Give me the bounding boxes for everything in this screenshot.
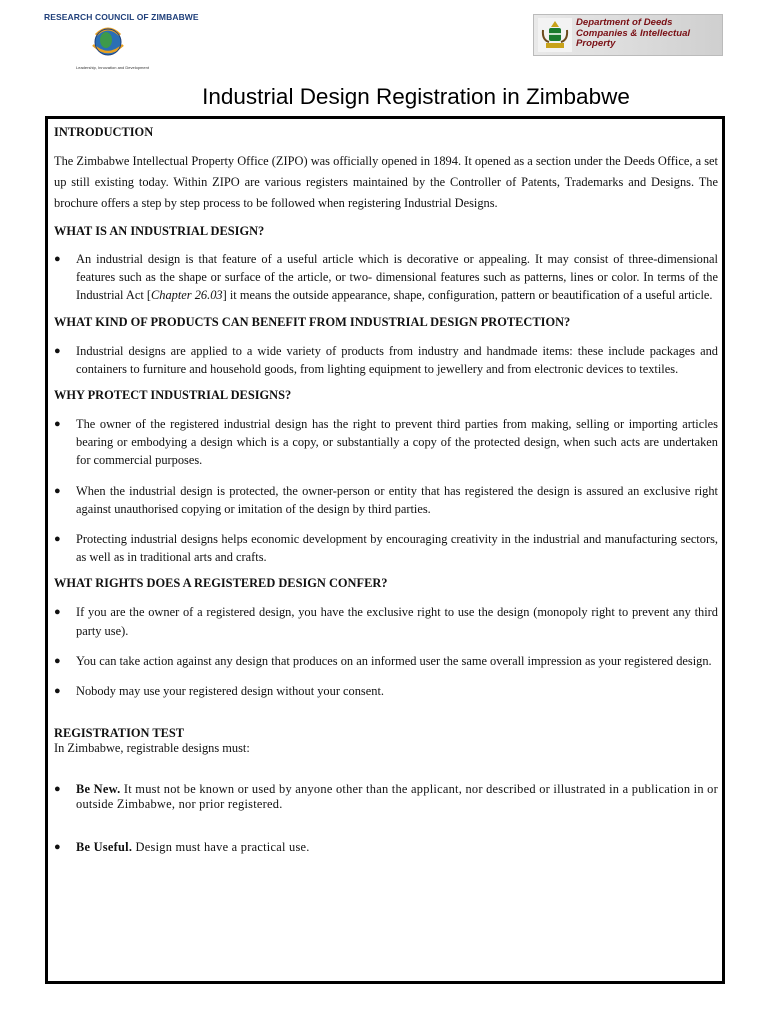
list-item <box>54 482 718 518</box>
what-is-text-b: ] it means the outside appearance, shape, configuration, pattern or beautification of a useful article. <box>222 288 713 303</box>
deeds-banner <box>533 14 723 56</box>
deeds-org-name <box>576 18 720 50</box>
be-new-label: Be New. <box>76 782 121 797</box>
products-list <box>54 342 718 378</box>
list-item <box>54 342 718 378</box>
bullet-icon: ● <box>54 783 61 796</box>
zimbabwe-coat-of-arms-icon <box>538 18 572 52</box>
list-item <box>54 250 718 305</box>
bullet-icon: ● <box>54 654 61 667</box>
rights-heading: WHAT RIGHTS DOES A REGISTERED DESIGN CONFER? <box>54 576 388 591</box>
be-useful-text: Design must have a practical use. <box>132 840 310 855</box>
what-is-list <box>54 250 718 305</box>
intro-heading: INTRODUCTION <box>54 125 154 139</box>
bullet-icon: ● <box>54 344 61 357</box>
list-item <box>54 415 718 470</box>
rcz-name: RESEARCH COUNCIL OF ZIMBABWE <box>44 12 199 22</box>
rcz-globe-logo <box>88 21 128 61</box>
chapter-reference: Chapter 26.03 <box>151 288 223 303</box>
why-text-1: The owner of the registered industrial design has the right to prevent third parties from making, selling or importing articles bearing or embodying a design which is a copy, or substantially a copy of the protected design, when such acts are undertaken for commercial purposes. <box>76 417 718 468</box>
list-item <box>54 682 718 700</box>
why-text-2: When the industrial design is protected, the owner-person or entity that has registered the design is assured an exclusive right against unauthorised copying or imitation of the design by third parties. <box>76 483 718 516</box>
deeds-line-3: Property <box>576 38 616 50</box>
bullet-icon: ● <box>54 418 61 431</box>
deeds-line-1: Department of Deeds <box>576 17 673 28</box>
list-item <box>54 603 718 639</box>
rights-text-2: You can take action against any design that produces on an informed user the same overall impression as your registered design. <box>76 653 712 668</box>
rcz-tagline: Leadership, Innovation and Development <box>76 65 149 70</box>
deeds-line-2: Companies & Intellectual <box>576 27 691 39</box>
registration-list <box>54 782 718 855</box>
list-item <box>54 652 718 670</box>
why-heading: WHY PROTECT INDUSTRIAL DESIGNS? <box>54 388 292 403</box>
rights-list <box>54 603 718 700</box>
bullet-icon: ● <box>54 685 61 698</box>
bullet-icon: ● <box>54 841 61 854</box>
why-text-3: Protecting industrial designs helps economic development by encouraging creativity in the industrial and manufacturing sectors, as well as in traditional arts and crafts. <box>76 532 718 565</box>
bullet-icon: ● <box>54 606 61 619</box>
products-text: Industrial designs are applied to a wide variety of products from industry and handmade items: these include packages and containers to furniture and household goods, from lighting equipment to jewellery and from electronic devices to textiles. <box>76 343 718 376</box>
list-item <box>54 782 718 812</box>
rights-text-3: Nobody may use your registered design without your consent. <box>76 684 384 699</box>
be-new-text: It must not be known or used by anyone other than the applicant, nor described or illustrated in a publication in or outside Zimbabwe, nor prior registered. <box>76 782 718 812</box>
rcz-logo-block <box>44 12 199 74</box>
registration-intro: In Zimbabwe, registrable designs must: <box>54 741 250 756</box>
what-is-heading: WHAT IS AN INDUSTRIAL DESIGN? <box>54 224 265 238</box>
be-useful-label: Be Useful. <box>76 840 133 855</box>
bullet-icon: ● <box>54 533 61 546</box>
what-is-text-a: An industrial design is that feature of a useful article which is decorative or appealing. It may consist of three-dimensional features such as the shape or surface of the article, or two- dimensional features such as patterns, lines or color. In terms of the Industrial Act [ <box>76 252 718 303</box>
bullet-icon: ● <box>54 484 61 497</box>
document-content <box>54 123 718 855</box>
list-item <box>54 840 718 855</box>
rights-text-1: If you are the owner of a registered design, you have the exclusive right to use the design (monopoly right to prevent any third party use). <box>76 605 718 638</box>
intro-paragraph: The Zimbabwe Intellectual Property Office (ZIPO) was officially opened in 1894. It opened as a section under the Deeds Office, a set up still existing today. Within ZIPO are various registers maintained by the Controller of Patents, Trademarks and Designs. The brochure offers a step by step process to be followed when registering Industrial Designs. <box>54 154 718 210</box>
list-item <box>54 530 718 566</box>
document-frame <box>45 116 725 984</box>
page-title: Industrial Design Registration in Zimbabwe <box>202 84 630 109</box>
products-heading: WHAT KIND OF PRODUCTS CAN BENEFIT FROM INDUSTRIAL DESIGN PROTECTION? <box>54 314 571 329</box>
registration-heading: REGISTRATION TEST <box>54 726 185 741</box>
why-list <box>54 415 718 566</box>
bullet-icon: ● <box>54 253 61 265</box>
